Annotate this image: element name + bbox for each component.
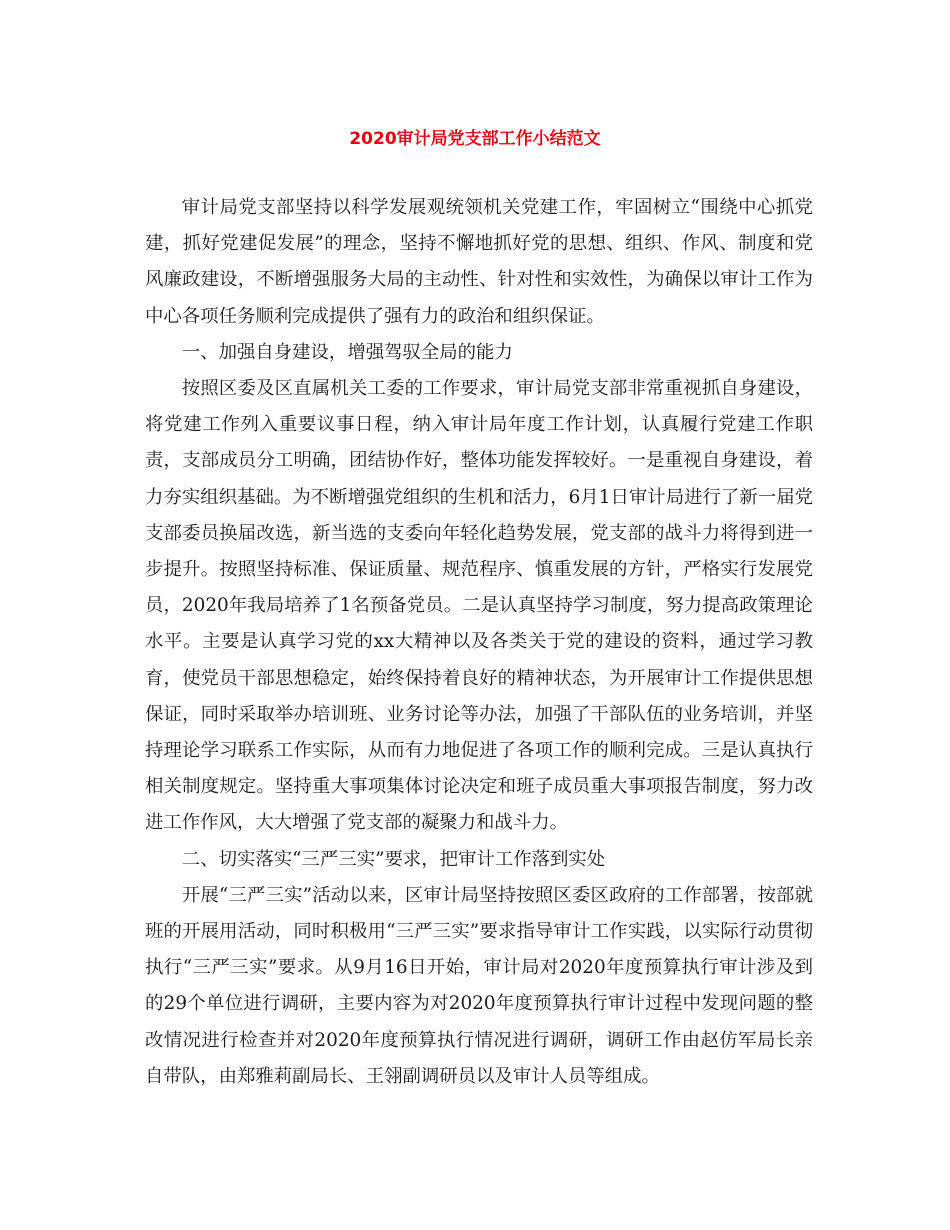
intro-paragraph: 审计局党支部坚持以科学发展观统领机关党建工作，牢固树立“围绕中心抓党建，抓好党建促发展”的理念，坚持不懈地抓好党的思想、组织、作风、制度和党风廉政建设，不断增强服务大局的主动性、针对性和实效性，为确保以审计工作为中心各项任务顺利完成提供了强有力的政治和组织保证。 <box>145 197 813 327</box>
document-title: 2020审计局党支部工作小结范文 <box>349 129 601 149</box>
section-2-paragraph: 开展“三严三实”活动以来，区审计局坚持按照区委区政府的工作部署，按部就班的开展用活动，同时积极用“三严三实”要求指导审计工作实践，以实际行动贯彻执行“三严三实”要求。从9月16日开始，审计局对2020年度预算执行审计涉及到的29个单位进行调研，主要内容为对2020年度预算执行审计过程中发现问题的整改情况进行检查并对2020年度预算执行情况进行调研，调研工作由赵仿军局长亲自带队，由郑雅莉副局长、王翎副调研员以及审计人员等组成。 <box>145 884 813 1087</box>
section-heading-2: 二、切实落实“三严三实”要求，把审计工作落到实处 <box>181 848 606 870</box>
document-body <box>145 190 813 1095</box>
section-1-paragraph: 按照区委及区直属机关工委的工作要求，审计局党支部非常重视抓自身建设，将党建工作列入重要议事日程，纳入审计局年度工作计划，认真履行党建工作职责，支部成员分工明确，团结协作好，整体功能发挥较好。一是重视自身建设，着力夯实组织基础。为不断增强党组织的生机和活力，6月1日审计局进行了新一届党支部委员换届改选，新当选的支委向年轻化趋势发展，党支部的战斗力将得到进一步提升。按照坚持标准、保证质量、规范程序、慎重发展的方针，严格实行发展党员，2020年我局培养了1名预备党员。二是认真坚持学习制度，努力提高政策理论水平。主要是认真学习党的xx大精神以及各类关于党的建设的资料，通过学习教育，使党员干部思想稳定，始终保持着良好的精神状态，为开展审计工作提供思想保证，同时采取举办培训班、业务讨论等办法，加强了干部队伍的业务培训，并坚持理论学习联系工作实际，从而有力地促进了各项工作的顺利完成。三是认真执行相关制度规定。坚持重大事项集体讨论决定和班子成员重大事项报告制度，努力改进工作作风，大大增强了党支部的凝聚力和战斗力。 <box>145 378 813 834</box>
section-heading-1: 一、加强自身建设，增强驾驭全局的能力 <box>181 341 513 363</box>
